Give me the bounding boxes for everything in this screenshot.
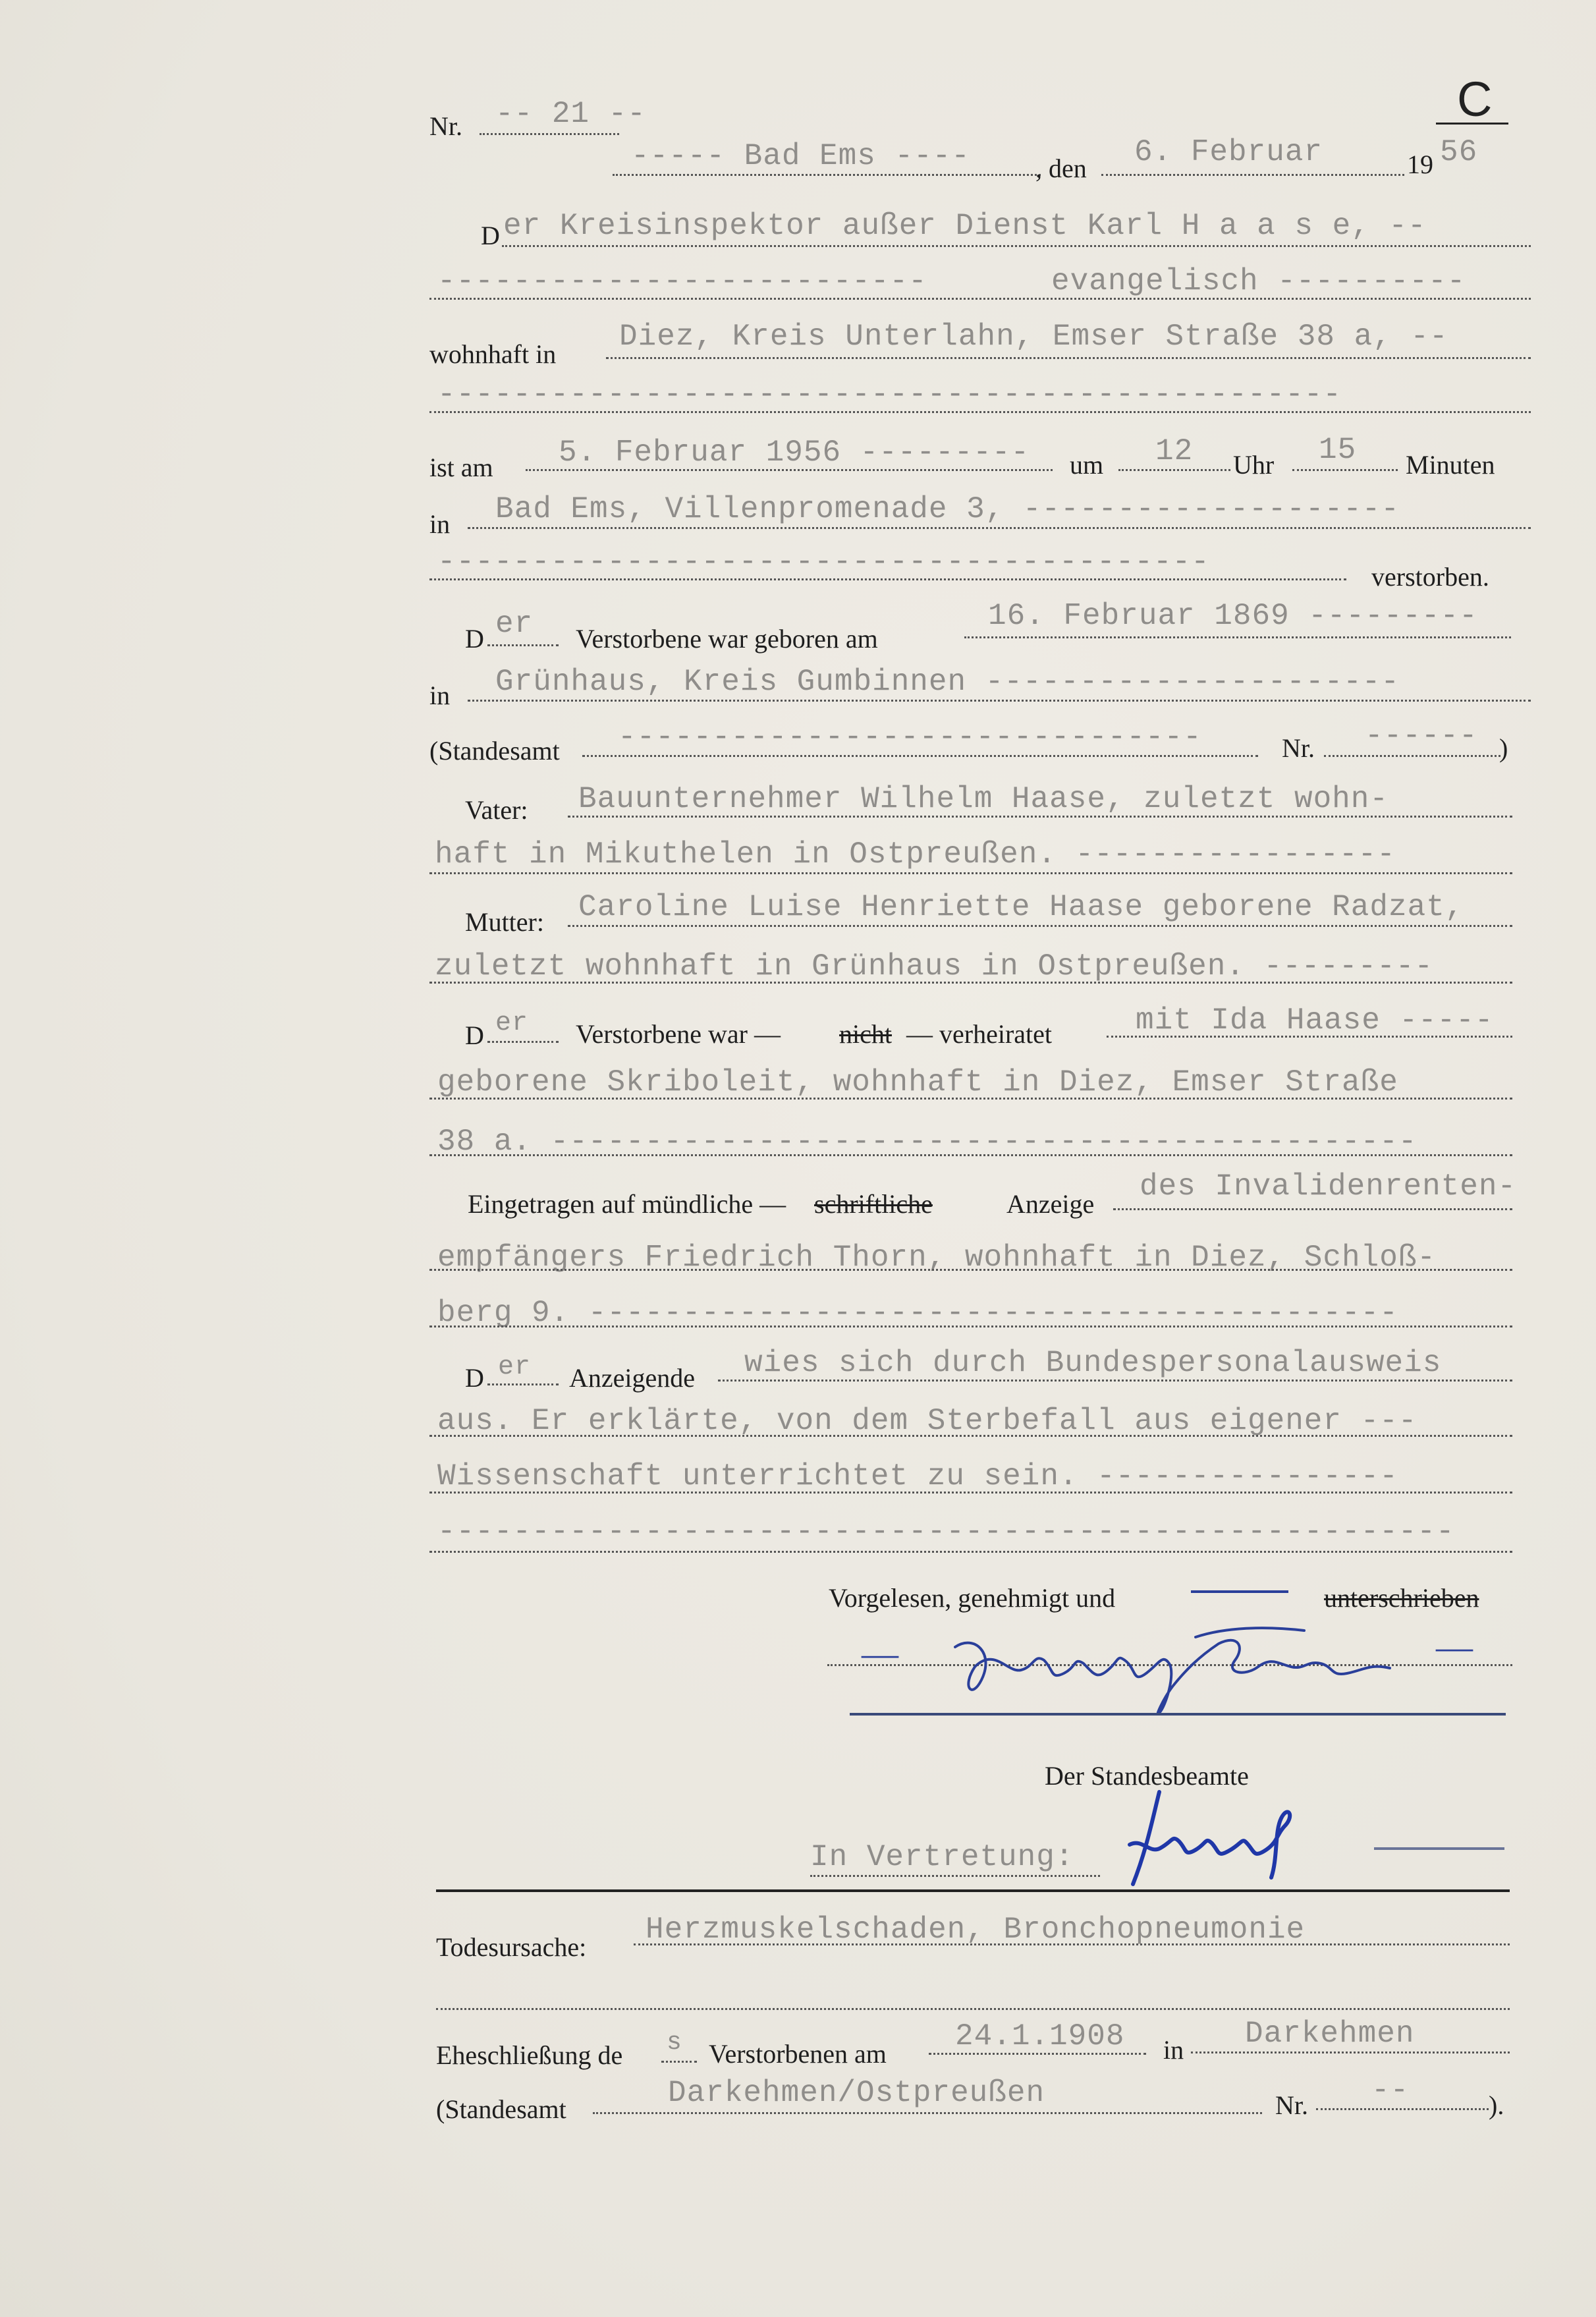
minuten-label: Minuten — [1406, 450, 1495, 480]
wedding-de-dots — [661, 2061, 697, 2063]
uhr-label: Uhr — [1233, 450, 1275, 480]
report-text-a: Eingetragen auf mündliche — — [468, 1189, 786, 1219]
signer-dash-left: — — [862, 1633, 898, 1674]
nr-value: -- 21 -- — [495, 97, 646, 131]
wedding-standesamt-label: (Standesamt — [436, 2094, 566, 2124]
informant-line4: ------------------------------------------------------ — [437, 1515, 1455, 1549]
nr-label: Nr. — [429, 111, 462, 141]
in-vertretung-dots — [810, 1875, 1100, 1877]
year-prefix: 19 — [1407, 150, 1433, 179]
cause-label: Todesursache: — [436, 1932, 587, 1962]
report-text-b: Anzeige — [1006, 1189, 1095, 1219]
informant-line3: Wissenschaft unterrichtet zu sein. ---------------- — [437, 1459, 1398, 1493]
informant-d-value: er — [498, 1353, 532, 1382]
closing-text: Vorgelesen, genehmigt und — [829, 1583, 1116, 1613]
official-blue-stroke — [1374, 1847, 1504, 1850]
mutter-label: Mutter: — [465, 907, 544, 937]
residence-value: Diez, Kreis Unterlahn, Emser Straße 38 a, -- — [619, 320, 1448, 354]
wedding-label-a: Eheschließung de — [436, 2040, 623, 2070]
closing-blue-stroke — [1191, 1590, 1288, 1593]
wedding-nr-label: Nr. — [1275, 2090, 1308, 2120]
birth-nr-label: Nr. — [1282, 733, 1315, 763]
birth-standesamt-dots — [582, 755, 1258, 757]
informant-line1: wies sich durch Bundespersonalausweis — [744, 1346, 1442, 1380]
hour-dots — [1118, 469, 1230, 471]
informant-dots-2 — [429, 1435, 1512, 1437]
informant-d-dots — [487, 1383, 559, 1385]
signer-signature-image — [935, 1607, 1436, 1726]
informant-d-label: D — [465, 1363, 484, 1393]
residence-line2: ------------------------------------------------ — [437, 377, 1342, 412]
decedent-d-label: D — [481, 221, 500, 250]
death-minutes: 15 — [1319, 433, 1357, 467]
birth-place-dots — [468, 700, 1531, 702]
birth-place: Grünhaus, Kreis Gumbinnen ---------------------- — [495, 665, 1400, 699]
report-line3: berg 9. ------------------------------------------- — [437, 1296, 1398, 1330]
birth-close: ) — [1499, 733, 1508, 763]
married-text-b: — verheiratet — [906, 1019, 1052, 1049]
wedding-standesamt-value: Darkehmen/Ostpreußen — [668, 2076, 1045, 2110]
birth-nr-dots — [1324, 755, 1500, 757]
mutter-line2: zuletzt wohnhaft in Grünhaus in Ostpreußen. --------- — [435, 949, 1434, 984]
wedding-standesamt-dots — [593, 2112, 1262, 2114]
date-dots — [1101, 174, 1404, 176]
informant-dots-1 — [718, 1380, 1512, 1382]
birth-text: Verstorbene war geboren am — [576, 624, 878, 654]
birth-in-label: in — [429, 681, 451, 710]
birth-standesamt-value: ------------------------------- — [618, 720, 1202, 754]
birth-date-dots — [964, 636, 1511, 638]
cause-value: Herzmuskelschaden, Bronchopneumonie — [646, 1912, 1306, 1947]
verstorben-label: verstorben. — [1371, 562, 1489, 592]
death-date: 5. Februar 1956 --------- — [559, 435, 1030, 470]
report-line1: des Invalidenrenten- — [1140, 1169, 1517, 1204]
died-label: ist am — [429, 453, 493, 482]
married-line1: mit Ida Haase ----- — [1136, 1003, 1494, 1038]
married-dots-3 — [429, 1154, 1512, 1156]
death-place-dots-2 — [429, 578, 1346, 580]
vater-line1: Bauunternehmer Wilhelm Haase, zuletzt wohn- — [578, 782, 1389, 816]
death-place-dots — [468, 527, 1531, 529]
section-divider — [436, 1889, 1510, 1892]
signer-dash-right: — — [1436, 1627, 1473, 1667]
nr-dots — [480, 133, 619, 135]
wedding-nr-value: -- — [1371, 2073, 1410, 2108]
birth-d-dots — [487, 644, 559, 646]
closing-struck-signed: unterschrieben — [1324, 1583, 1479, 1613]
report-dots-3 — [429, 1326, 1512, 1327]
cause-dots — [634, 1943, 1510, 1945]
death-place-line2: ----------------------------------------- — [437, 545, 1210, 579]
married-line3: 38 a. ---------------------------------------------- — [437, 1125, 1417, 1159]
decedent-dots-1 — [502, 245, 1531, 247]
report-dots-1 — [1113, 1208, 1512, 1210]
cause-dots-2 — [436, 2008, 1510, 2010]
birth-standesamt-label: (Standesamt — [429, 736, 560, 766]
birth-nr-value: ------ — [1365, 719, 1478, 753]
mutter-line1: Caroline Luise Henriette Haase geborene Radzat, — [578, 890, 1464, 924]
wedding-place-dots — [1191, 2052, 1510, 2053]
married-struck-nicht: nicht — [839, 1019, 892, 1049]
residence-dots-2 — [429, 411, 1531, 413]
residence-label: wohnhaft in — [429, 339, 557, 369]
place-dots — [613, 174, 1041, 176]
informant-line2: aus. Er erklärte, von dem Sterbefall aus eigener --- — [437, 1404, 1417, 1438]
vater-dots-2 — [429, 872, 1512, 874]
year-suffix: 56 — [1440, 135, 1478, 169]
residence-dots — [606, 357, 1531, 359]
date-value: 6. Februar — [1134, 135, 1323, 169]
wedding-label-b: Verstorbenen am — [709, 2039, 887, 2069]
letter-underline — [1436, 123, 1508, 125]
death-hour: 12 — [1155, 434, 1194, 468]
married-d-dots — [487, 1041, 559, 1043]
decedent-title-name: er Kreisinspektor außer Dienst Karl H a a s e, -- — [503, 209, 1427, 243]
decedent-line2-dashes: -------------------------- — [437, 264, 927, 298]
vater-label: Vater: — [465, 795, 528, 825]
married-d-label: D — [465, 1020, 484, 1050]
married-dots-1 — [1107, 1036, 1512, 1038]
report-line2: empfängers Friedrich Thorn, wohnhaft in Diez, Schloß- — [437, 1241, 1437, 1275]
den-label: , den — [1035, 154, 1087, 183]
birth-d-label: D — [465, 624, 484, 654]
signer-line — [850, 1713, 1506, 1716]
birth-date: 16. Februar 1869 --------- — [988, 599, 1478, 633]
death-date-dots — [526, 469, 1053, 471]
wedding-date: 24.1.1908 — [955, 2019, 1125, 2053]
minutes-dots — [1292, 469, 1398, 471]
wedding-date-dots — [929, 2053, 1146, 2055]
official-signature-image — [1113, 1779, 1363, 1897]
um-label: um — [1070, 450, 1104, 480]
mutter-dots-2 — [429, 982, 1512, 984]
decedent-dots-2 — [429, 298, 1531, 300]
official-label: Der Standesbeamte — [1045, 1761, 1249, 1791]
form-letter: C — [1457, 72, 1493, 126]
wedding-de-value: s — [667, 2028, 682, 2057]
vater-dots-1 — [568, 816, 1512, 818]
death-place: Bad Ems, Villenpromenade 3, -------------------- — [495, 492, 1400, 526]
birth-d-value: er — [495, 607, 534, 641]
married-text-a: Verstorbene war — — [576, 1019, 781, 1049]
religion-value: evangelisch ---------- — [1051, 264, 1466, 298]
married-dots-2 — [429, 1098, 1512, 1100]
in-vertretung: In Vertretung: — [810, 1840, 1074, 1874]
married-line2: geborene Skriboleit, wohnhaft in Diez, Emser Straße — [437, 1065, 1398, 1100]
vater-line2: haft in Mikuthelen in Ostpreußen. ----------------- — [435, 837, 1396, 872]
informant-dots-3 — [429, 1492, 1512, 1493]
married-d-value: er — [495, 1009, 529, 1038]
place-value: ----- Bad Ems ---- — [631, 139, 970, 173]
report-struck-schriftliche: schriftliche — [814, 1189, 933, 1219]
wedding-nr-dots — [1316, 2108, 1489, 2110]
informant-dots-4 — [429, 1551, 1512, 1553]
anzeigende-label: Anzeigende — [569, 1363, 696, 1393]
wedding-in-label: in — [1163, 2035, 1184, 2065]
mutter-dots-1 — [568, 925, 1512, 927]
report-dots-2 — [429, 1269, 1512, 1271]
wedding-place: Darkehmen — [1245, 2017, 1415, 2051]
death-in-label: in — [429, 509, 451, 539]
wedding-close: ). — [1489, 2090, 1504, 2120]
